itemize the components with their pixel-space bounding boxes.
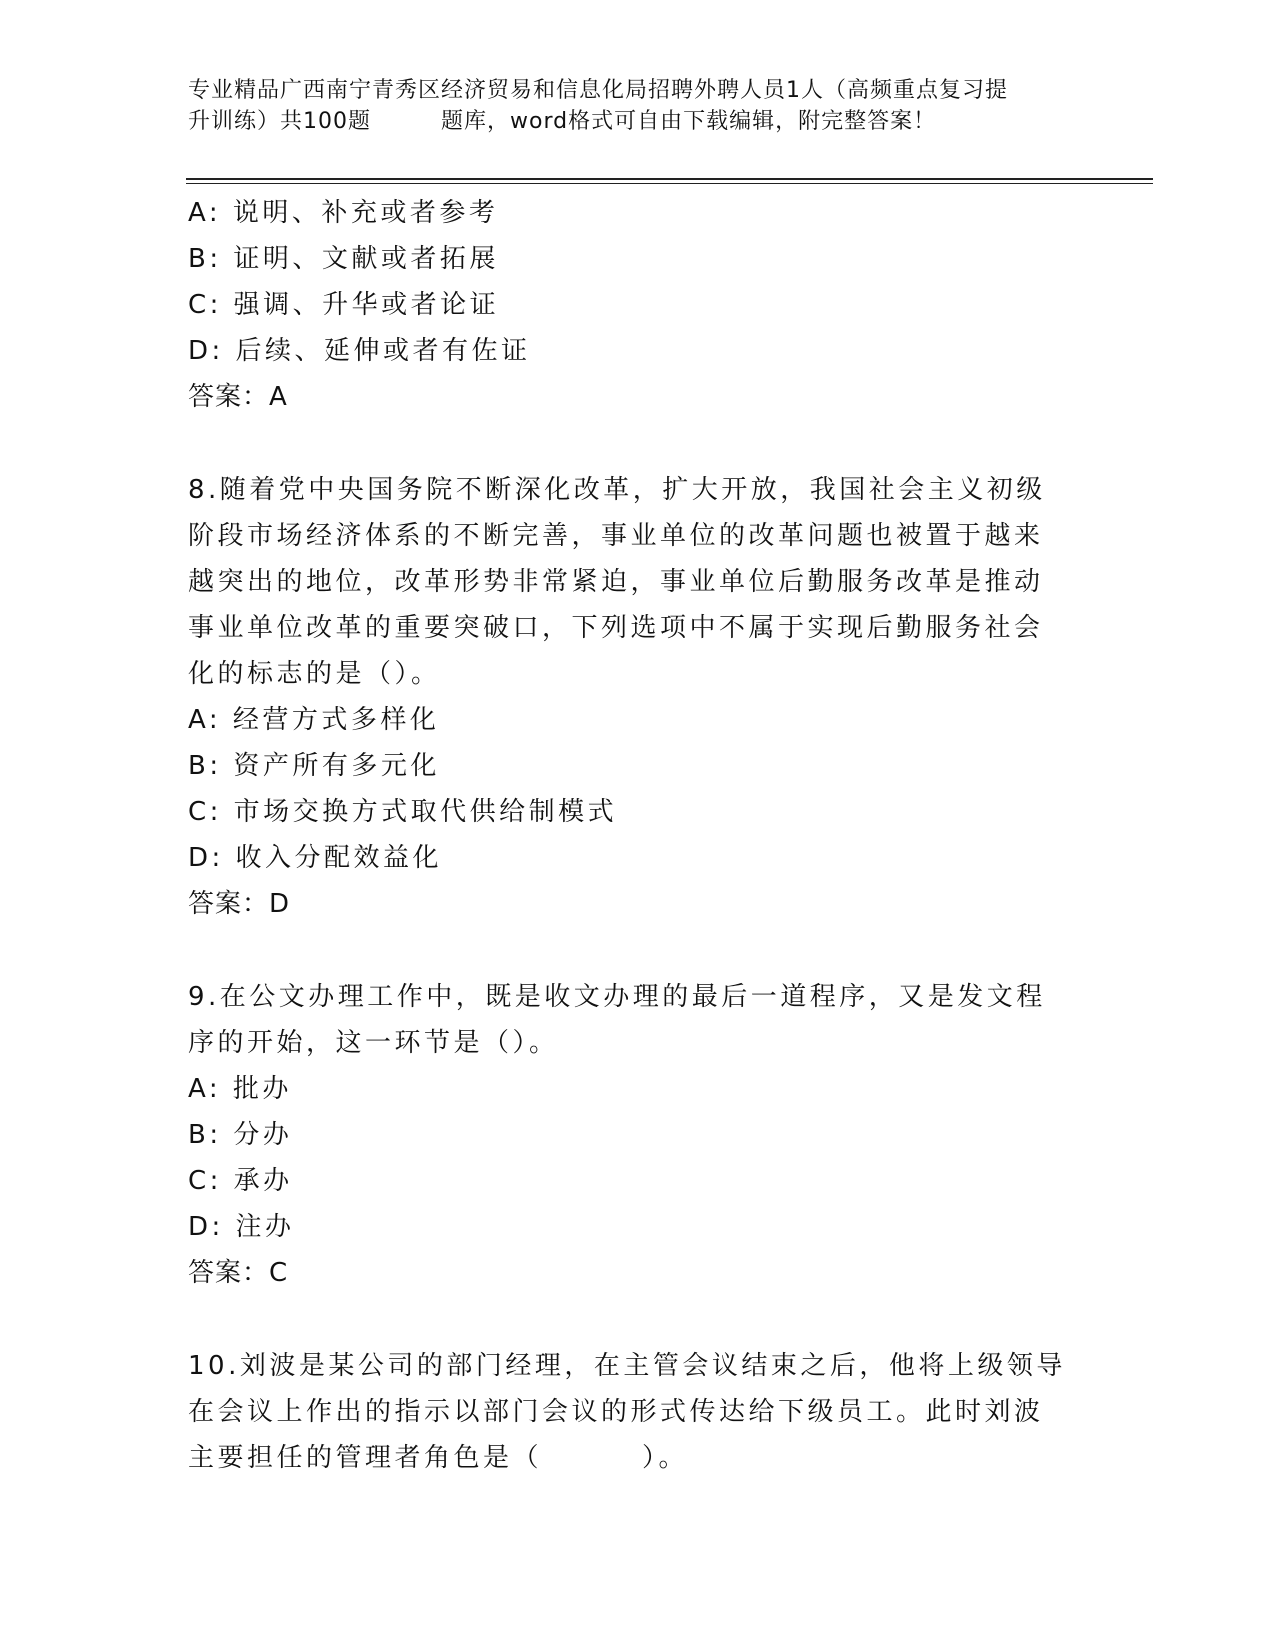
question-7-answer: 答案：A bbox=[188, 382, 288, 412]
question-9-option-d: D: 注办 bbox=[188, 1212, 295, 1242]
question-8-answer: 答案：D bbox=[188, 889, 291, 919]
header-rule-thick bbox=[186, 178, 1153, 180]
question-7-option-d: D: 后续、延伸或者有佐证 bbox=[188, 336, 531, 366]
question-7-option-c: C: 强调、升华或者论证 bbox=[188, 290, 500, 320]
question-9-answer: 答案：C bbox=[188, 1258, 289, 1288]
question-8-option-c: C: 市场交换方式取代供给制模式 bbox=[188, 797, 618, 827]
question-8-text: 8.随着党中央国务院不断深化改革，扩大开放，我国社会主义初级阶段市场经济体系的不断完善，事业单位的改革问题也被置于越来越突出的地位，改革形势非常紧迫，事业单位后勤服务改革是推动事业单位改革的重要突破口，下列选项中不属于实现后勤服务社会化的标志的是（）。 bbox=[188, 475, 1046, 689]
question-7-option-a: A: 说明、补充或者参考 bbox=[188, 198, 499, 228]
header-line-1: 专业精品广西南宁青秀区经济贸易和信息化局招聘外聘人员1人（高频重点复习提 bbox=[188, 78, 1008, 103]
question-10-text bbox=[188, 1343, 1068, 1481]
question-8-option-a: A: 经营方式多样化 bbox=[188, 705, 440, 735]
header-line-2 bbox=[188, 106, 1088, 137]
question-10-text-main: 10.刘波是某公司的部门经理，在主管会议结束之后，他将上级领导在会议上作出的指示以部门会议的形式传达给下级员工。此时刘波主要担任的管理者角色是（ bbox=[188, 1351, 1066, 1473]
header-rule-thin bbox=[186, 183, 1153, 184]
question-10-text-end: ）。 bbox=[642, 1443, 689, 1473]
question-8-block bbox=[188, 467, 1068, 927]
question-content bbox=[188, 190, 1068, 1481]
question-9-option-a: A: 批办 bbox=[188, 1074, 292, 1104]
header-line-2-part-b: 题库，word格式可自由下载编辑，附完整答案！ bbox=[441, 109, 937, 134]
question-7-option-b: B: 证明、文献或者拓展 bbox=[188, 244, 499, 274]
question-10-block bbox=[188, 1343, 1068, 1481]
question-7-block bbox=[188, 190, 1068, 420]
document-header bbox=[188, 75, 1088, 137]
question-8-option-b: B: 资产所有多元化 bbox=[188, 751, 440, 781]
question-9-text: 9.在公文办理工作中，既是收文办理的最后一道程序，又是发文程序的开始，这一环节是（）。 bbox=[188, 982, 1046, 1058]
header-line-2-part-a: 升训练）共100题 bbox=[188, 109, 371, 134]
question-9-option-b: B: 分办 bbox=[188, 1120, 293, 1150]
question-8-option-d: D: 收入分配效益化 bbox=[188, 843, 443, 873]
question-9-block bbox=[188, 974, 1068, 1296]
question-9-option-c: C: 承办 bbox=[188, 1166, 293, 1196]
